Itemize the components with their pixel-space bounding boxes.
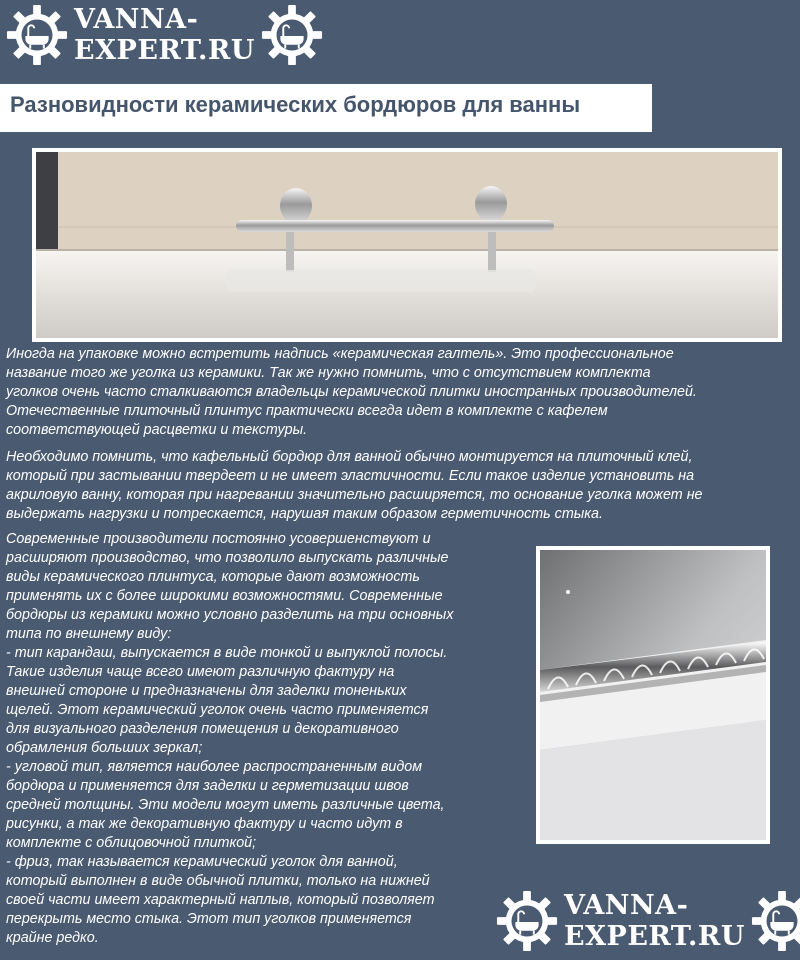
title-box <box>0 84 652 132</box>
text-line: бордюра и применяется для заделки и герметизации швов <box>6 778 409 794</box>
ceramic-border-illustration <box>540 550 766 840</box>
logo-line-1: VANNA- <box>74 4 199 35</box>
gear-bathtub-icon <box>496 890 558 952</box>
gear-bathtub-icon <box>261 4 323 66</box>
text-line: обрамления больших зеркал; <box>6 740 203 756</box>
text-line: акриловую ванну, которая при нагревании значительно расширяется, то основание уголка может не <box>6 487 703 503</box>
text-line: виды керамического плинтуса, которые дают возможность <box>6 569 420 585</box>
grab-handle-illustration <box>36 152 778 338</box>
article-paragraph-1 <box>6 345 796 440</box>
site-logo[interactable] <box>6 4 323 66</box>
text-line: Иногда на упаковке можно встретить надпись «керамическая галтель». Это профессиональное <box>6 346 674 362</box>
text-line: рисунки, а так же декоративную фактуру и часто идут в <box>6 816 403 832</box>
logo-line-2: EXPERT.RU <box>564 921 745 952</box>
text-line: перекрыть место стыка. Этот тип уголков применяется <box>6 911 412 927</box>
site-logo-bottom[interactable] <box>496 890 800 952</box>
logo-line-1: VANNA- <box>564 890 689 921</box>
text-line: бордюры из керамики можно условно разделить на три основных <box>6 607 454 623</box>
text-line: - тип карандаш, выпускается в виде тонкой и выпуклой полосы. <box>6 645 448 661</box>
photo-ceramic-border <box>536 546 770 844</box>
page-title: Разновидности керамических бордюров для ванны <box>10 92 581 117</box>
text-line: внешней стороне и предназначены для заделки тоненьких <box>6 683 407 699</box>
text-line: своей части имеет характерный наплыв, который позволяет <box>6 892 435 908</box>
text-line: соответствующей расцветки и текстуры. <box>6 422 308 438</box>
text-line: Необходимо помнить, что кафельный бордюр для ванной обычно монтируется на плиточный клей, <box>6 449 693 465</box>
text-line: выдержать нагрузки и потрескается, нарушая таким образом герметичность стыка. <box>6 506 603 522</box>
text-line: расширяют производство, что позволило выпускать различные <box>6 550 449 566</box>
logo-text <box>74 4 255 66</box>
gear-bathtub-icon <box>6 4 68 66</box>
article-paragraph-2 <box>6 448 796 524</box>
text-line: щелей. Этот керамический уголок очень часто применяется <box>6 702 429 718</box>
logo-line-2: EXPERT.RU <box>74 35 255 66</box>
photo-grab-handle <box>32 148 782 342</box>
text-line: для визуального разделения помещения и декоративного <box>6 721 399 737</box>
text-line: - фриз, так называется керамический уголок для ванной, <box>6 854 398 870</box>
text-line: применять их с более широкими возможностями. Современные <box>6 588 443 604</box>
text-line: Такие изделия чаще всего имеют различную фактуру на <box>6 664 395 680</box>
text-line: типа по внешнему виду: <box>6 626 172 642</box>
text-line: название того же уголка из керамики. Так же нужно помнить, что с отсутствием комплекта <box>6 365 651 381</box>
text-line: комплекте с облицовочной плиткой; <box>6 835 257 851</box>
text-line: крайне редко. <box>6 930 99 946</box>
text-line: Отечественные плиточный плинтус практически всегда идет в комплекте с кафелем <box>6 403 608 419</box>
text-line: который при застывании твердеет и не имеет эластичности. Если такое изделие установить на <box>6 468 695 484</box>
text-line: - угловой тип, является наиболее распространенным видом <box>6 759 423 775</box>
article-paragraph-3 <box>6 530 526 948</box>
logo-text <box>564 890 745 952</box>
gear-bathtub-icon <box>751 890 800 952</box>
text-line: средней толщины. Эти модели могут иметь различные цвета, <box>6 797 445 813</box>
text-line: уголков очень часто сталкиваются владельцы керамической плитки иностранных производителей. <box>6 384 697 400</box>
text-line: Современные производители постоянно усовершенствуют и <box>6 531 431 547</box>
text-line: который выполнен в виде обычной плитки, только на нижней <box>6 873 430 889</box>
